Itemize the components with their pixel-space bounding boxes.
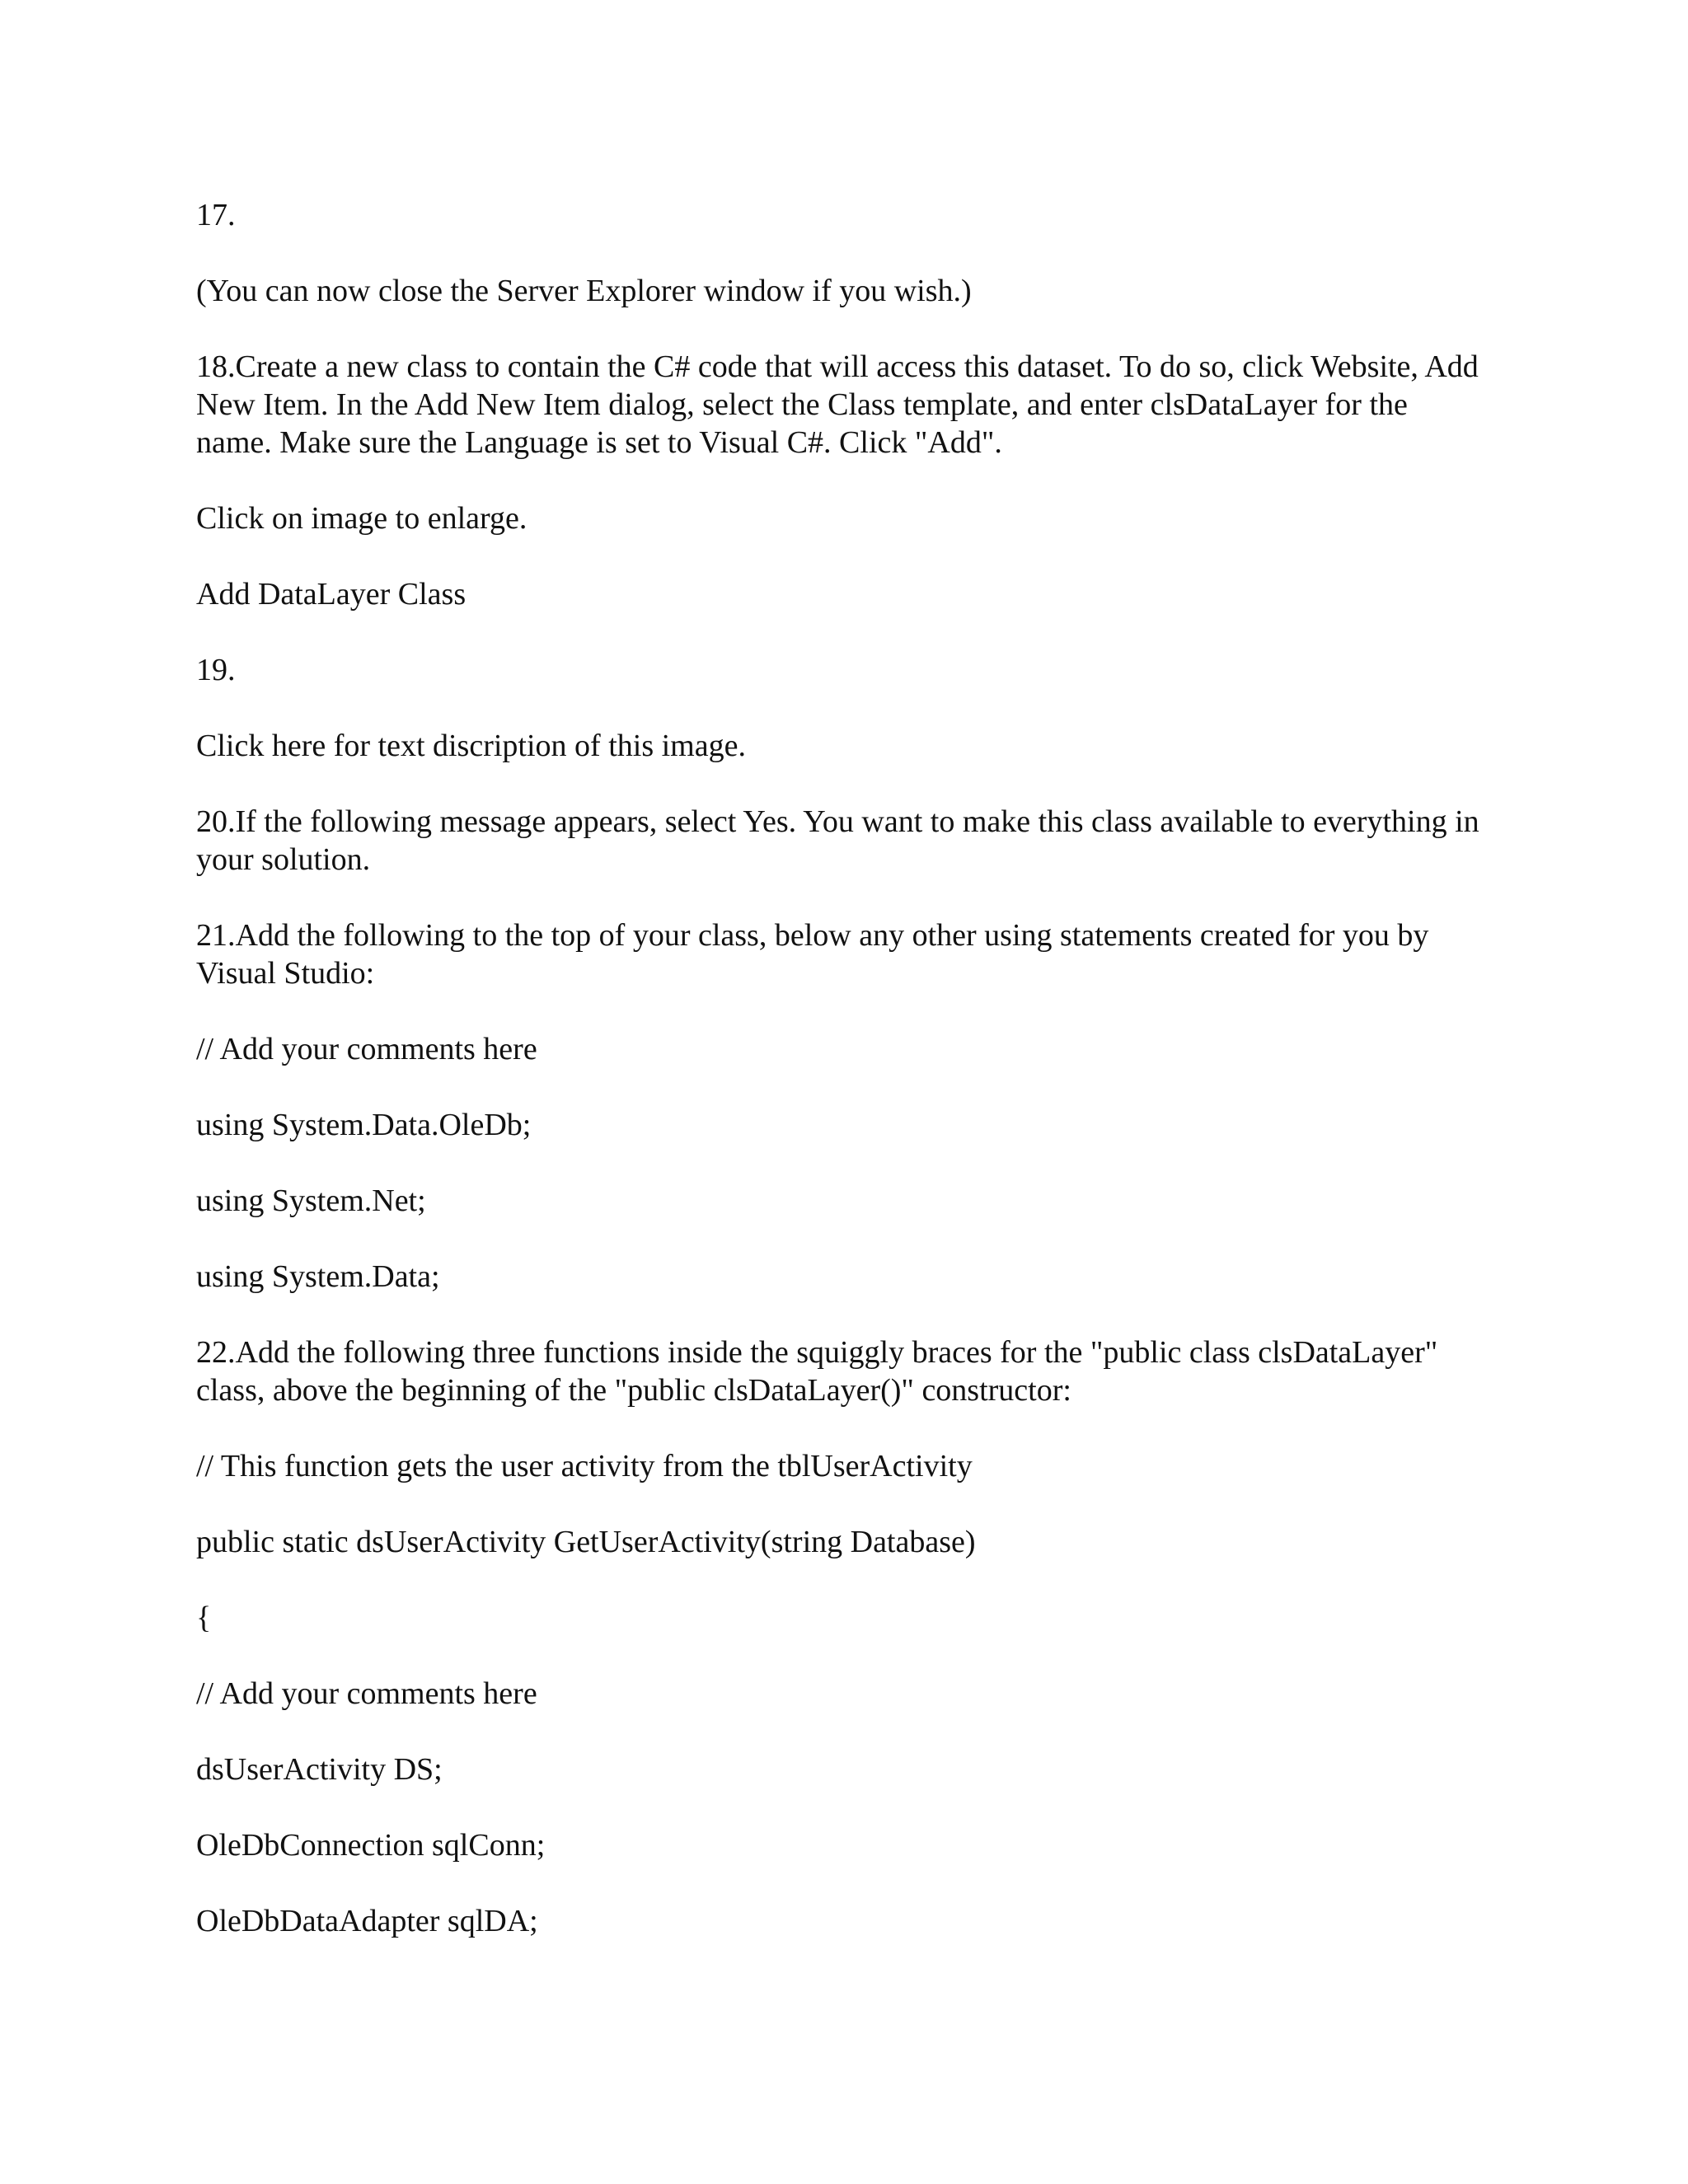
step-19-number: 19.: [196, 653, 236, 687]
text-description-link[interactable]: Click here for text discription of this image.: [196, 729, 746, 763]
code-comment-line-2: // Add your comments here: [196, 1676, 537, 1711]
code-declare-ds: dsUserActivity DS;: [196, 1752, 443, 1787]
code-using-oledb: using System.Data.OleDb;: [196, 1108, 532, 1142]
step-21-instruction: 21.Add the following to the top of your class, below any other using statements created for you by Visual Studio:: [196, 918, 1429, 991]
step-18-instruction: 18.Create a new class to contain the C# code that will access this dataset. To do so, click Website, Add New Item. In the Add New Item dialog, select the Class template, and enter clsDataLayer for the name. Make sure the Language is set to Visual C#. Click "Add".: [196, 349, 1479, 460]
document-body: [196, 196, 1482, 1978]
image-caption: Add DataLayer Class: [196, 577, 467, 612]
code-function-signature: public static dsUserActivity GetUserActivity(string Database): [196, 1525, 976, 1559]
code-open-brace: {: [196, 1601, 212, 1635]
step-20-instruction: 20.If the following message appears, select Yes. You want to make this class available to everything in your solution.: [196, 804, 1479, 877]
code-using-data: using System.Data;: [196, 1259, 440, 1294]
enlarge-image-link[interactable]: Click on image to enlarge.: [196, 501, 528, 536]
code-function-comment: // This function gets the user activity from the tblUserActivity: [196, 1449, 973, 1483]
step-22-instruction: 22.Add the following three functions inside the squiggly braces for the "public class clsDataLayer" class, above the beginning of the "public clsDataLayer()" constructor:: [196, 1335, 1438, 1408]
step-17-number: 17.: [196, 198, 236, 232]
code-comment-line: // Add your comments here: [196, 1032, 537, 1066]
code-using-net: using System.Net;: [196, 1183, 426, 1218]
code-declare-adapter: OleDbDataAdapter sqlDA;: [196, 1904, 538, 1938]
code-declare-connection: OleDbConnection sqlConn;: [196, 1828, 546, 1863]
close-server-explorer-note: (You can now close the Server Explorer window if you wish.): [196, 274, 972, 308]
